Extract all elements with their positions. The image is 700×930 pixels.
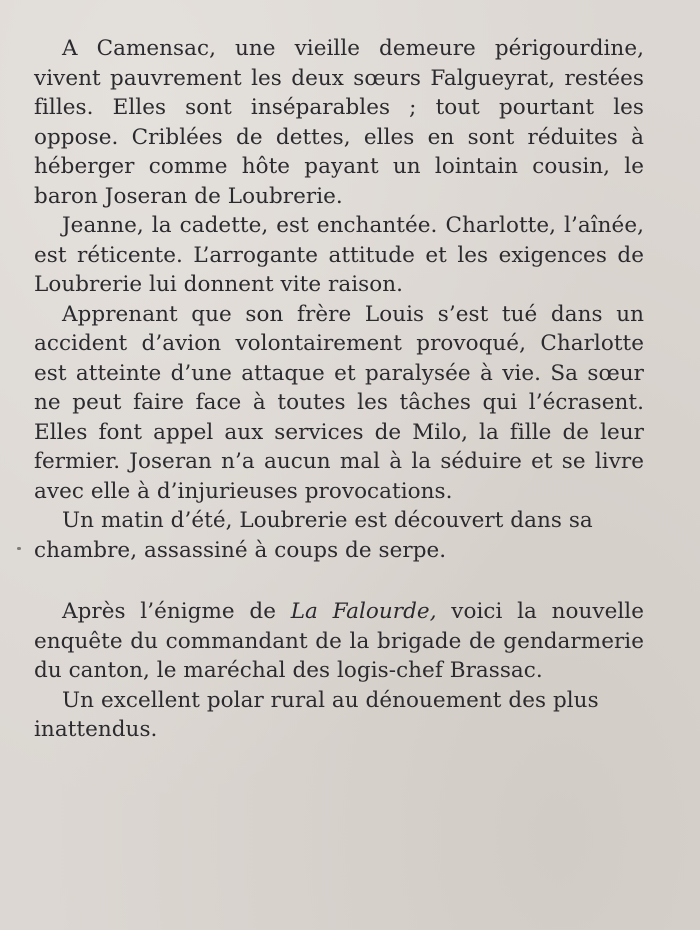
previous-book-title: La Falourde,: [290, 599, 437, 624]
teaser-paragraph-1: [34, 597, 644, 686]
teaser-intro-before: Après l’énigme de: [62, 599, 291, 624]
section-divider-space: [34, 565, 644, 597]
teaser-intro-after: voici la nouvelle enquête du commandant de la brigade de gendarmerie du canton, le maréchal des logis-chef Brassac.: [34, 599, 645, 683]
synopsis-section: [34, 34, 644, 565]
teaser-paragraph-2: Un excellent polar rural au dénouement des plus inattendus.: [34, 687, 599, 742]
synopsis-paragraph-2: Jeanne, la cadette, est enchantée. Charlotte, l’aînée, est réticente. L’arrogante attitude et les exigences de Loubrerie lui donnent vite raison.: [34, 213, 644, 297]
synopsis-paragraph-4: Un matin d’été, Loubrerie est découvert dans sa chambre, assassiné à coups de serpe.: [34, 508, 593, 563]
synopsis-paragraph-3: Apprenant que son frère Louis s’est tué dans un accident d’avion volontairement provoqué, Charlotte est atteinte d’une attaque et paralysée à vie. Sa sœur ne peut faire face à toutes les tâches qui l’écrasent. Elles font appel aux services de Milo, la fille de leur fermier. Joseran n’a aucun mal à la séduire et se livre avec elle à d’injurieuses provocations.: [34, 301, 644, 504]
back-cover-text: [34, 34, 644, 745]
synopsis-paragraph-1: A Camensac, une vieille demeure périgourdine, vivent pauvrement les deux sœurs Falgueyrat, restées filles. Elles sont inséparables ; tout pourtant les oppose. Criblées de dettes, elles en sont réduites à héberger comme hôte payant un lointain cousin, le baron Joseran de Loubrerie.: [34, 36, 644, 209]
teaser-section: [34, 597, 644, 745]
paper-speck: [17, 547, 21, 550]
